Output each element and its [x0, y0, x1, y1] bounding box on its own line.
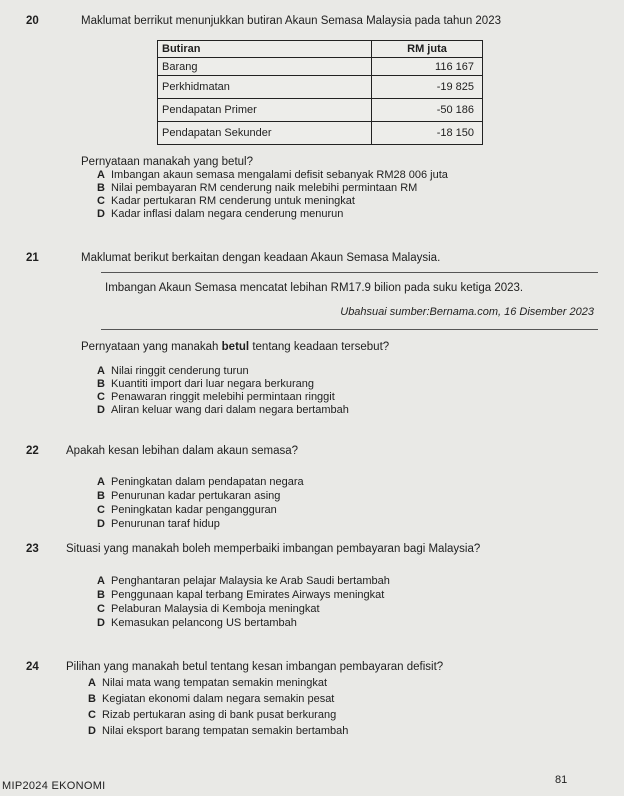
option-text: Rizab pertukaran asing di bank pusat berkurang	[102, 709, 337, 721]
table-cell-value: -50 186	[372, 99, 483, 122]
option-letter: B	[88, 693, 96, 705]
option-text: Peningkatan kadar pengangguran	[111, 504, 277, 516]
q21-text: Maklumat berikut berkaitan dengan keadaan Akaun Semasa Malaysia.	[81, 252, 441, 264]
option-letter: C	[97, 504, 105, 516]
q21-prompt-bold: betul	[221, 341, 250, 353]
table-cell-label: Barang	[158, 58, 372, 76]
q23-option-c[interactable]	[97, 603, 320, 615]
option-text: Imbangan akaun semasa mengalami defisit sebanyak RM28 006 juta	[111, 169, 448, 181]
option-text: Penurunan kadar pertukaran asing	[111, 490, 281, 502]
option-text: Pelaburan Malaysia di Kemboja meningkat	[111, 603, 320, 615]
q21-option-c[interactable]	[97, 391, 335, 403]
q23-option-a[interactable]	[97, 575, 390, 587]
q20-text: Maklumat berrikut menunjukkan butiran Akaun Semasa Malaysia pada tahun 2023	[81, 15, 501, 27]
q22-option-b[interactable]	[97, 490, 280, 502]
option-text: Aliran keluar wang dari dalam negara bertambah	[111, 404, 349, 416]
option-text: Penggunaan kapal terbang Emirates Airways meningkat	[111, 589, 385, 601]
option-text: Kemasukan pelancong US bertambah	[111, 617, 297, 629]
option-letter: C	[88, 709, 96, 721]
q21-option-b[interactable]	[97, 378, 314, 390]
q21-option-d[interactable]	[97, 404, 349, 416]
q20-account-table	[157, 40, 483, 145]
table-cell-label: Pendapatan Sekunder	[158, 122, 372, 145]
q21-prompt-before: Pernyataan yang manakah	[81, 341, 222, 353]
option-letter: C	[97, 603, 105, 615]
q24-option-d[interactable]	[88, 725, 348, 737]
table-cell-value: 116 167	[372, 58, 483, 76]
q24-number: 24	[26, 661, 39, 673]
option-text: Penurunan taraf hidup	[111, 518, 220, 530]
option-text: Nilai ringgit cenderung turun	[111, 365, 249, 377]
option-text: Nilai eksport barang tempatan semakin bertambah	[102, 725, 349, 737]
q21-prompt-after: tentang keadaan tersebut?	[249, 341, 390, 353]
option-text: Penawaran ringgit melebihi permintaan ringgit	[111, 391, 335, 403]
q22-number: 22	[26, 445, 39, 457]
q21-prompt	[81, 341, 389, 353]
table-cell-value: -19 825	[372, 76, 483, 99]
q21-quote: Imbangan Akaun Semasa mencatat lebihan RM17.9 bilion pada suku ketiga 2023.	[105, 282, 524, 294]
option-text: Kuantiti import dari luar negara berkurang	[111, 378, 315, 390]
option-text: Kadar pertukaran RM cenderung untuk meningkat	[111, 195, 355, 207]
option-text: Kegiatan ekonomi dalam negara semakin pesat	[102, 693, 335, 705]
option-letter: B	[97, 589, 105, 601]
option-letter: D	[97, 208, 105, 220]
q24-text: Pilihan yang manakah betul tentang kesan imbangan pembayaran defisit?	[66, 661, 444, 673]
option-text: Nilai pembayaran RM cenderung naik melebihi permintaan RM	[111, 182, 418, 194]
option-letter: B	[97, 378, 105, 390]
option-letter: B	[97, 182, 105, 194]
option-letter: D	[97, 518, 105, 530]
q20-option-a[interactable]	[97, 169, 448, 181]
table-header-row	[158, 41, 483, 58]
option-letter: A	[97, 575, 105, 587]
q20-prompt: Pernyataan manakah yang betul?	[81, 156, 253, 168]
table-header-rm-juta: RM juta	[372, 41, 483, 58]
q23-number: 23	[26, 543, 39, 555]
option-letter: A	[97, 476, 105, 488]
q21-number: 21	[26, 252, 39, 264]
table-row	[158, 76, 483, 99]
q20-option-b[interactable]	[97, 182, 417, 194]
table-row	[158, 58, 483, 76]
q21-source: Ubahsuai sumber:Bernama.com, 16 Disember 2023	[340, 306, 594, 318]
q20-option-d[interactable]	[97, 208, 343, 220]
option-text: Penghantaran pelajar Malaysia ke Arab Saudi bertambah	[111, 575, 390, 587]
q24-option-c[interactable]	[88, 709, 336, 721]
option-letter: C	[97, 195, 105, 207]
q22-text: Apakah kesan lebihan dalam akaun semasa?	[66, 445, 299, 457]
table-row	[158, 122, 483, 145]
q24-option-b[interactable]	[88, 693, 334, 705]
table-cell-label: Perkhidmatan	[158, 76, 372, 99]
option-letter: A	[97, 169, 105, 181]
q23-text: Situasi yang manakah boleh memperbaiki imbangan pembayaran bagi Malaysia?	[66, 543, 481, 555]
page-number: 81	[555, 774, 568, 786]
option-letter: D	[97, 617, 105, 629]
table-header-butiran: Butiran	[158, 41, 372, 58]
q20-option-c[interactable]	[97, 195, 355, 207]
option-letter: D	[88, 725, 96, 737]
option-letter: D	[97, 404, 105, 416]
q21-quote-box	[101, 272, 598, 330]
q24-option-a[interactable]	[88, 677, 327, 689]
q22-option-d[interactable]	[97, 518, 220, 530]
option-letter: B	[97, 490, 105, 502]
option-letter: A	[88, 677, 96, 689]
option-text: Kadar inflasi dalam negara cenderung menurun	[111, 208, 344, 220]
q22-option-c[interactable]	[97, 504, 277, 516]
table-cell-value: -18 150	[372, 122, 483, 145]
q23-option-b[interactable]	[97, 589, 384, 601]
option-letter: A	[97, 365, 105, 377]
q21-option-a[interactable]	[97, 365, 249, 377]
option-text: Peningkatan dalam pendapatan negara	[111, 476, 304, 488]
q23-option-d[interactable]	[97, 617, 297, 629]
option-letter: C	[97, 391, 105, 403]
footer-exam-code: MIP2024 EKONOMI	[2, 780, 106, 792]
q22-option-a[interactable]	[97, 476, 304, 488]
q20-number: 20	[26, 15, 39, 27]
table-cell-label: Pendapatan Primer	[158, 99, 372, 122]
option-text: Nilai mata wang tempatan semakin meningkat	[102, 677, 328, 689]
table-row	[158, 99, 483, 122]
